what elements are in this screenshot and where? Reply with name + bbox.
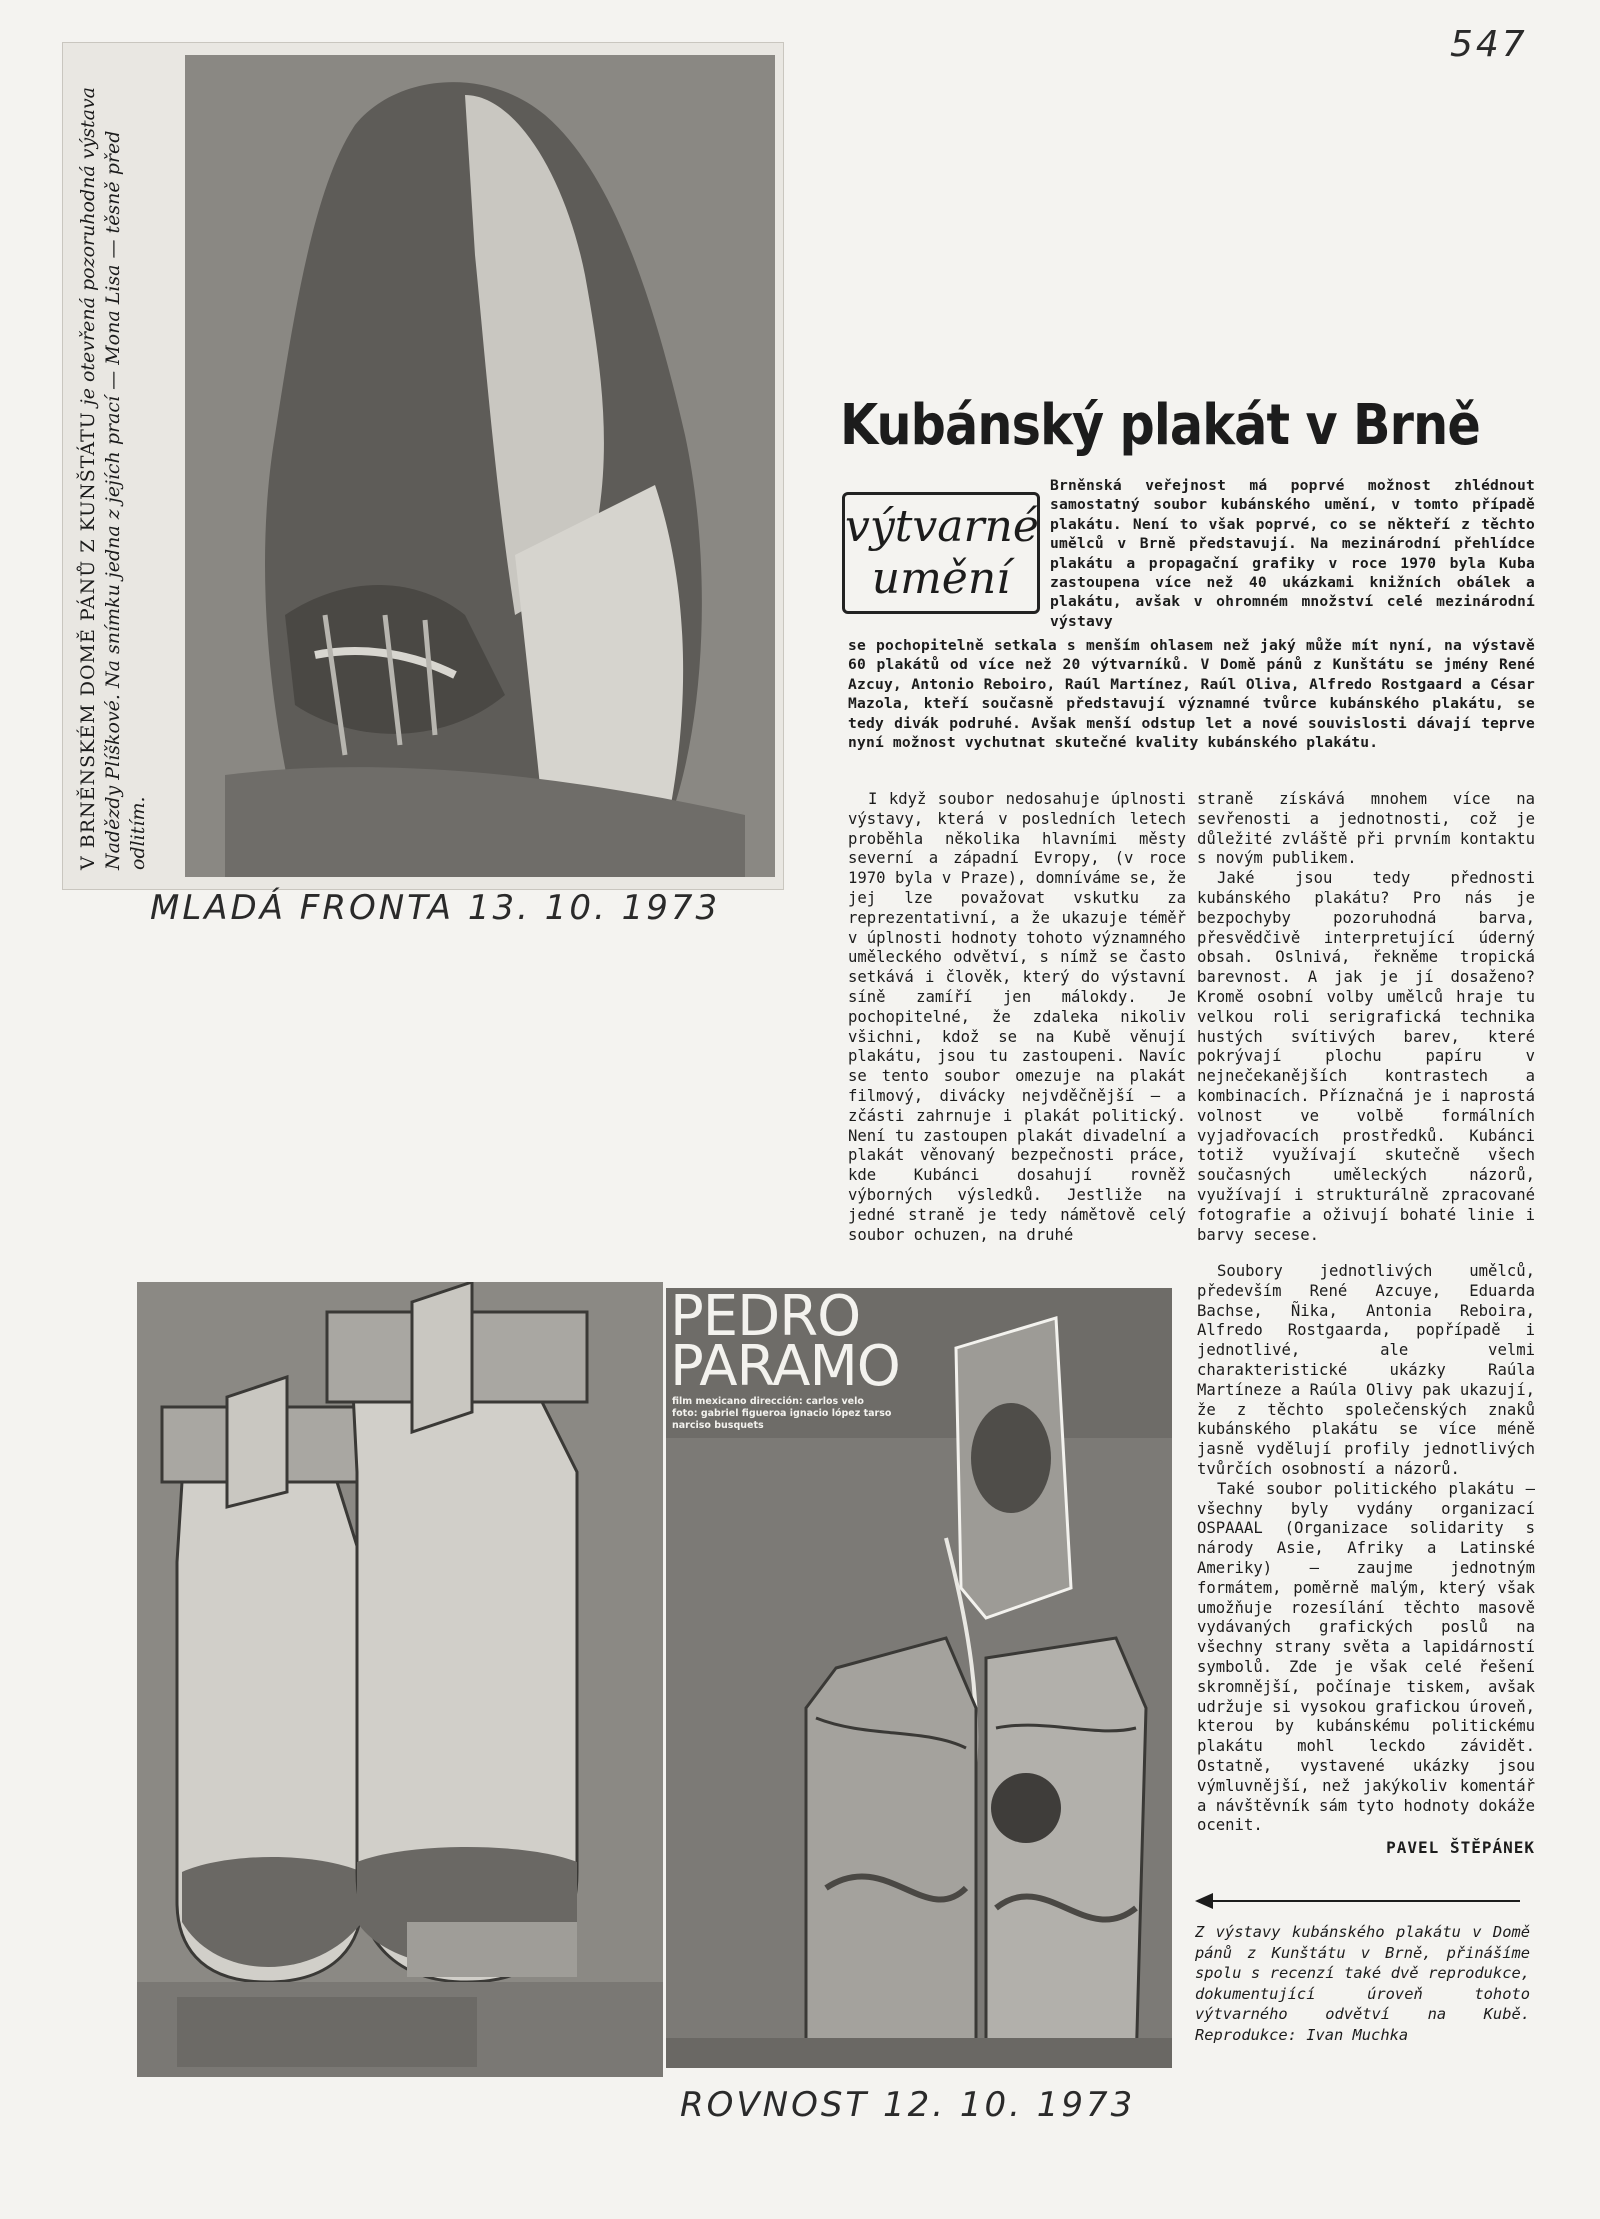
article-column-3	[1197, 1262, 1535, 1836]
article-paragraph: Jaké jsou tedy přednosti kubánského plakátu? Pro nás je bezpochyby pozoruhodná barva, přesvědčivě interpretující úderný obsah. Oslnivá, řekněme tropická barevnost. A jak je jí dosaženo? Kromě osobní volby umělců hraje tu velkou roli serigrafická technika hustých svítivých barev, které pokrývají plochu papíru v nejnečekanějších kontrastech a kombinacích. Příznačná je i naprostá volnost ve volbě formálních vyjadřovacích prostředků. Kubánci totiž využívají skutečně všech současných uměleckých názorů, využívají i strukturálně zpracované fotografie a oživují bohaté linie i barvy secese.	[1197, 869, 1535, 1244]
article-paragraph: straně získává mnohem více na sevřenosti a jednotnosti, což je důležité zvláště při prvním kontaktu s novým publikem.	[1197, 790, 1535, 868]
article-paragraph: Soubory jednotlivých umělců, především René Azcuye, Eduarda Bachse, Ñika, Antonia Reboira, Alfredo Rostgaarda, popřípadě i jednotlivé, ale velmi charakteristické ukázky Raúla Martíneze a Raúla Olivy pak ukazují, že z těchto společenských znaků kubánského plakátu se více méně jasně vydělují profily jednotlivých tvůrčích osobností a názorů.	[1197, 1262, 1535, 1478]
article-column-1	[848, 790, 1186, 1245]
film-poster-credits: film mexicano dirección: carlos velo foto: gabriel figueroa ignacio lópez tarso narciso busquets	[672, 1396, 892, 1431]
article-headline: Kubánský plakát v Brně	[840, 393, 1480, 458]
bomb-poster-image	[137, 1282, 663, 2077]
handwritten-source-note-2: ROVNOST 12. 10. 1973	[680, 2085, 1136, 2125]
arrow-left-icon	[1195, 1890, 1525, 1912]
photo-caption-text: je otevřená pozoruhodná výstava Nadězdy Plíškové. Na snímku jedna z jejích prací — Mona Lisa — těsně před odlitím.	[77, 86, 149, 870]
section-logo-line2: umění	[871, 553, 1011, 604]
film-poster-title-line1: PEDRO	[670, 1284, 861, 1349]
article-lead-second: se pochopitelně setkala s menším ohlasem než jaký může mít nyní, na výstavě 60 plakátů od více než 20 výtvarníků. V Domě pánů z Kunštátu se jmény René Azcuy, Antonio Reboiro, Raúl Martínez, Raúl Oliva, Alfredo Rostgaard a César Mazola, kteří současně představují významné tvůrce kubánského plakátu, se tedy divák podruhé. Avšak menší odstup let a nové souvislosti dávají teprve nyní možnost vychutnat skutečné kvality kubánského plakátu.	[848, 637, 1535, 752]
article-paragraph: Také soubor politického plakátu — všechny byly vydány organizací OSPAAAL (Organizace solidarity s národy Asie, Afriky a Latinské Ameriky) — zaujme jednotným formátem, poměrně malým, který však umožňuje rozesílání těchto masově vydávaných grafických poslů na všechny strany světa a lapidárností symbolů. Zde je však celé řešení skromnější, počínaje tiskem, avšak udržuje si vysokou grafickou úroveň, kterou by kubánskému politickému plakátu mohl leckdo závidět. Ostatně, vystavené ukázky jsou výmluvnější, než jakýkoliv komentář a návštěvník sám tyto hodnoty dokáže ocenit.	[1197, 1479, 1535, 1835]
photo-caption	[70, 70, 195, 880]
section-logo	[842, 492, 1040, 614]
handwritten-source-note: MLADÁ FRONTA 13. 10. 1973	[150, 888, 721, 928]
article-column-2	[1197, 790, 1535, 1245]
film-poster-title-line2: PARAMO	[670, 1334, 900, 1399]
section-logo-line1: výtvarné	[845, 501, 1039, 552]
article-lead-first: Brněnská veřejnost má poprvé možnost zhlédnout samostatný soubor kubánského umění, v tomto případě plakátu. Není to však poprvé, co se někteří z těchto umělců v Brně představují. Na mezinárodní přehlídce plakátu a propagační grafiky v roce 1970 byla Kuba zastoupena více než 40 ukázkami knižních obálek a plakátu, avšak v ohromném množství celé mezinárodní výstavy	[1050, 477, 1535, 630]
film-poster-title	[670, 1284, 930, 1399]
sculpture-image	[185, 55, 775, 877]
reproduction-footnote: Z výstavy kubánského plakátu v Domě pánů z Kunštátu v Brně, přinášíme spolu s recenzí také dvě reprodukce, dokumentující úroveň tohoto výtvarného odvětví na Kubě. Reprodukce: Ivan Muchka	[1195, 1923, 1530, 2044]
bomb-poster	[137, 1282, 663, 2077]
photo-caption-heading: V BRNĚNSKÉM DOMĚ PÁNŮ Z KUNŠTÁTU	[77, 411, 99, 870]
sculpture-photo	[185, 55, 775, 877]
article-paragraph: I když soubor nedosahuje úplnosti výstavy, která v posledních letech proběhla několika hlavními městy severní a západní Evropy, (v roce 1970 byla v Praze), domníváme se, že jej lze považovat vskutku za reprezentativní, a že ukazuje téměř v úplnosti hodnoty tohoto významného uměleckého odvětví, s nímž se často setkává i člověk, který do výstavní síně zamíří jen málokdy. Je pochopitelné, že zdaleka nikoliv všichni, kdož se na Kubě věnují plakátu, jsou tu zastoupeni. Navíc se tento soubor omezuje na plakát filmový, divácky nejvděčnější — a zčásti zahrnuje i plakát politický. Není tu zastoupen plakát divadelní a plakát věnovaný bezpečnosti práce, kde Kubánci dosahují rovněž výborných výsledků. Jestliže na jedné straně je tedy námětově celý soubor ochuzen, na druhé	[848, 790, 1186, 1244]
page-number: 547	[1450, 24, 1528, 65]
article-author: PAVEL ŠTĚPÁNEK	[1386, 1838, 1535, 1857]
